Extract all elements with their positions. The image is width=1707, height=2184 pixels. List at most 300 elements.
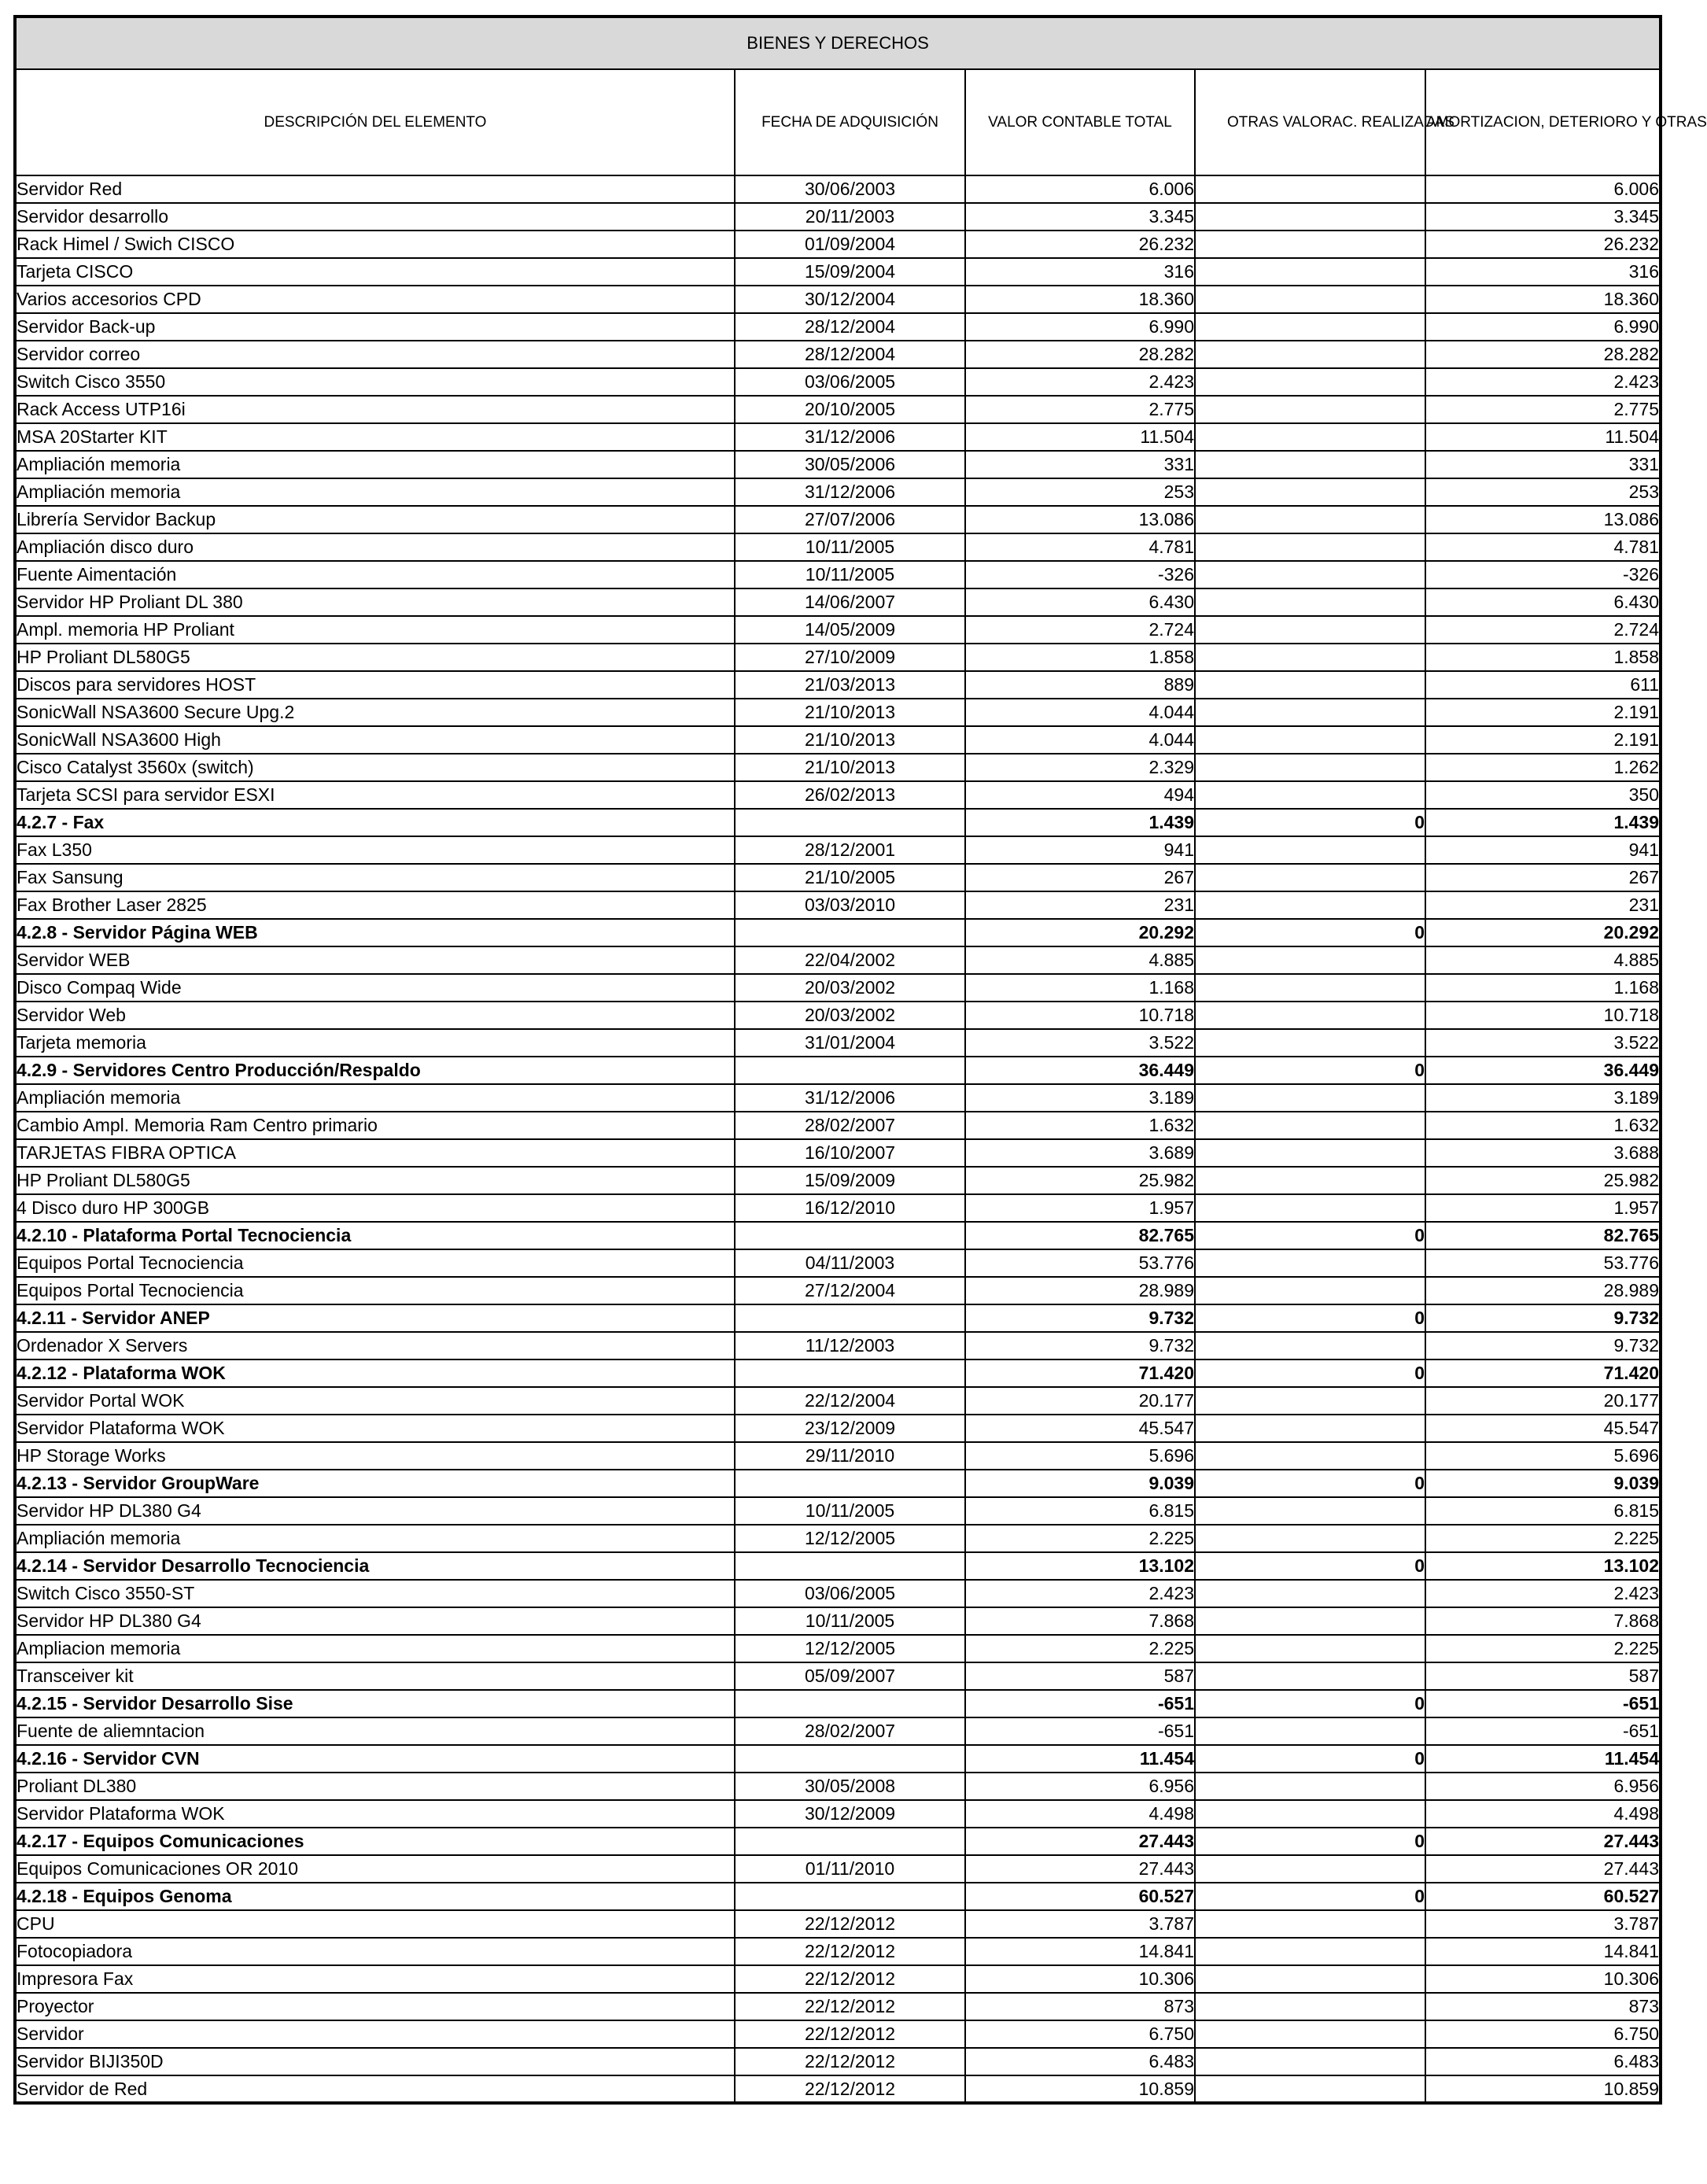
description-cell: Transceiver kit bbox=[15, 1662, 735, 1690]
assets-table bbox=[13, 15, 1707, 2105]
group-row bbox=[15, 1222, 1661, 1249]
date-cell bbox=[735, 1359, 965, 1387]
description-cell: Cisco Catalyst 3560x (switch) bbox=[15, 754, 735, 781]
other-valuations-cell bbox=[1195, 2048, 1425, 2075]
value-cell: 6.990 bbox=[965, 313, 1195, 341]
date-cell: 22/12/2012 bbox=[735, 1965, 965, 1993]
value-cell: 2.775 bbox=[965, 396, 1195, 423]
value-cell: -651 bbox=[965, 1717, 1195, 1745]
amortization-cell: 26.232 bbox=[1425, 231, 1661, 258]
date-cell bbox=[735, 1828, 965, 1855]
group-row bbox=[15, 919, 1661, 946]
value-cell: 889 bbox=[965, 671, 1195, 699]
amortization-cell: 20.177 bbox=[1425, 1387, 1661, 1415]
description-cell: Servidor Portal WOK bbox=[15, 1387, 735, 1415]
date-cell: 01/11/2010 bbox=[735, 1855, 965, 1883]
date-cell: 22/12/2012 bbox=[735, 2020, 965, 2048]
amortization-cell: 28.282 bbox=[1425, 341, 1661, 368]
value-cell: 36.449 bbox=[965, 1057, 1195, 1084]
value-cell: 28.282 bbox=[965, 341, 1195, 368]
column-header-amortizacion: AMORTIZACION, DETERIORO Y OTRAS bbox=[1425, 69, 1661, 175]
value-cell: 2.225 bbox=[965, 1635, 1195, 1662]
date-cell: 12/12/2005 bbox=[735, 1525, 965, 1552]
other-valuations-cell: 0 bbox=[1195, 1470, 1425, 1497]
value-cell: 2.423 bbox=[965, 1580, 1195, 1607]
value-cell: 3.345 bbox=[965, 203, 1195, 231]
group-row bbox=[15, 1552, 1661, 1580]
other-valuations-cell bbox=[1195, 1580, 1425, 1607]
table-row bbox=[15, 368, 1661, 396]
table-row bbox=[15, 946, 1661, 974]
date-cell: 27/10/2009 bbox=[735, 644, 965, 671]
value-cell: 18.360 bbox=[965, 286, 1195, 313]
amortization-cell: 28.989 bbox=[1425, 1277, 1661, 1304]
other-valuations-cell bbox=[1195, 1194, 1425, 1222]
table-row bbox=[15, 1910, 1661, 1938]
value-cell: 9.732 bbox=[965, 1304, 1195, 1332]
amortization-cell: 11.504 bbox=[1425, 423, 1661, 451]
date-cell: 30/12/2004 bbox=[735, 286, 965, 313]
amortization-cell: 1.168 bbox=[1425, 974, 1661, 1002]
date-cell bbox=[735, 1222, 965, 1249]
date-cell: 21/10/2013 bbox=[735, 754, 965, 781]
other-valuations-cell bbox=[1195, 974, 1425, 1002]
amortization-cell: 18.360 bbox=[1425, 286, 1661, 313]
amortization-cell: 316 bbox=[1425, 258, 1661, 286]
amortization-cell: 1.858 bbox=[1425, 644, 1661, 671]
amortization-cell: 2.191 bbox=[1425, 699, 1661, 726]
table-row bbox=[15, 644, 1661, 671]
date-cell: 30/12/2009 bbox=[735, 1800, 965, 1828]
description-cell: 4.2.11 - Servidor ANEP bbox=[15, 1304, 735, 1332]
description-cell: SonicWall NSA3600 High bbox=[15, 726, 735, 754]
other-valuations-cell: 0 bbox=[1195, 809, 1425, 836]
other-valuations-cell bbox=[1195, 1525, 1425, 1552]
date-cell: 12/12/2005 bbox=[735, 1635, 965, 1662]
description-cell: MSA 20Starter KIT bbox=[15, 423, 735, 451]
value-cell: 3.787 bbox=[965, 1910, 1195, 1938]
table-row bbox=[15, 423, 1661, 451]
table-row bbox=[15, 231, 1661, 258]
other-valuations-cell bbox=[1195, 1635, 1425, 1662]
date-cell: 15/09/2009 bbox=[735, 1167, 965, 1194]
amortization-cell: 36.449 bbox=[1425, 1057, 1661, 1084]
date-cell bbox=[735, 1304, 965, 1332]
date-cell: 01/09/2004 bbox=[735, 231, 965, 258]
value-cell: 9.732 bbox=[965, 1332, 1195, 1359]
table-row bbox=[15, 588, 1661, 616]
date-cell: 28/12/2001 bbox=[735, 836, 965, 864]
description-cell: 4.2.12 - Plataforma WOK bbox=[15, 1359, 735, 1387]
table-row bbox=[15, 671, 1661, 699]
table-row bbox=[15, 1717, 1661, 1745]
date-cell bbox=[735, 1690, 965, 1717]
value-cell: 3.689 bbox=[965, 1139, 1195, 1167]
value-cell: 11.504 bbox=[965, 423, 1195, 451]
date-cell: 22/12/2012 bbox=[735, 1993, 965, 2020]
amortization-cell: 2.225 bbox=[1425, 1525, 1661, 1552]
table-row bbox=[15, 891, 1661, 919]
description-cell: Servidor Plataforma WOK bbox=[15, 1800, 735, 1828]
table-row bbox=[15, 313, 1661, 341]
value-cell: 6.006 bbox=[965, 175, 1195, 203]
description-cell: Tarjeta SCSI para servidor ESXI bbox=[15, 781, 735, 809]
other-valuations-cell bbox=[1195, 1277, 1425, 1304]
group-row bbox=[15, 1745, 1661, 1773]
value-cell: 6.430 bbox=[965, 588, 1195, 616]
description-cell: Fotocopiadora bbox=[15, 1938, 735, 1965]
table-body bbox=[15, 175, 1661, 2103]
other-valuations-cell bbox=[1195, 836, 1425, 864]
other-valuations-cell bbox=[1195, 1993, 1425, 2020]
description-cell: Servidor bbox=[15, 2020, 735, 2048]
other-valuations-cell bbox=[1195, 699, 1425, 726]
table-row bbox=[15, 396, 1661, 423]
other-valuations-cell bbox=[1195, 1717, 1425, 1745]
value-cell: 13.102 bbox=[965, 1552, 1195, 1580]
table-row bbox=[15, 1139, 1661, 1167]
other-valuations-cell bbox=[1195, 396, 1425, 423]
date-cell: 03/06/2005 bbox=[735, 1580, 965, 1607]
other-valuations-cell bbox=[1195, 1965, 1425, 1993]
amortization-cell: 4.781 bbox=[1425, 533, 1661, 561]
description-cell: Varios accesorios CPD bbox=[15, 286, 735, 313]
amortization-cell: 2.724 bbox=[1425, 616, 1661, 644]
other-valuations-cell bbox=[1195, 891, 1425, 919]
other-valuations-cell bbox=[1195, 946, 1425, 974]
value-cell: 45.547 bbox=[965, 1415, 1195, 1442]
value-cell: 6.750 bbox=[965, 2020, 1195, 2048]
date-cell: 15/09/2004 bbox=[735, 258, 965, 286]
description-cell: Servidor Web bbox=[15, 1002, 735, 1029]
description-cell: Ampliación memoria bbox=[15, 478, 735, 506]
other-valuations-cell: 0 bbox=[1195, 1883, 1425, 1910]
other-valuations-cell bbox=[1195, 1112, 1425, 1139]
amortization-cell: 873 bbox=[1425, 1993, 1661, 2020]
date-cell bbox=[735, 1745, 965, 1773]
group-row bbox=[15, 1057, 1661, 1084]
amortization-cell: 6.006 bbox=[1425, 175, 1661, 203]
value-cell: 60.527 bbox=[965, 1883, 1195, 1910]
amortization-cell: 3.345 bbox=[1425, 203, 1661, 231]
amortization-cell: 267 bbox=[1425, 864, 1661, 891]
value-cell: 4.044 bbox=[965, 699, 1195, 726]
date-cell: 28/02/2007 bbox=[735, 1717, 965, 1745]
other-valuations-cell bbox=[1195, 451, 1425, 478]
amortization-cell: 27.443 bbox=[1425, 1828, 1661, 1855]
other-valuations-cell bbox=[1195, 561, 1425, 588]
value-cell: 3.189 bbox=[965, 1084, 1195, 1112]
table-row bbox=[15, 699, 1661, 726]
date-cell: 22/12/2012 bbox=[735, 1910, 965, 1938]
date-cell: 26/02/2013 bbox=[735, 781, 965, 809]
description-cell: Servidor BIJI350D bbox=[15, 2048, 735, 2075]
other-valuations-cell bbox=[1195, 1910, 1425, 1938]
description-cell: SonicWall NSA3600 Secure Upg.2 bbox=[15, 699, 735, 726]
value-cell: 873 bbox=[965, 1993, 1195, 2020]
value-cell: -651 bbox=[965, 1690, 1195, 1717]
table-row bbox=[15, 1635, 1661, 1662]
other-valuations-cell bbox=[1195, 588, 1425, 616]
group-row bbox=[15, 809, 1661, 836]
date-cell bbox=[735, 1552, 965, 1580]
value-cell: -326 bbox=[965, 561, 1195, 588]
table-row bbox=[15, 1580, 1661, 1607]
description-cell: 4.2.9 - Servidores Centro Producción/Respaldo bbox=[15, 1057, 735, 1084]
amortization-cell: 9.039 bbox=[1425, 1470, 1661, 1497]
amortization-cell: 2.191 bbox=[1425, 726, 1661, 754]
table-row bbox=[15, 1084, 1661, 1112]
amortization-cell: 9.732 bbox=[1425, 1332, 1661, 1359]
date-cell: 20/03/2002 bbox=[735, 974, 965, 1002]
other-valuations-cell: 0 bbox=[1195, 1745, 1425, 1773]
date-cell: 31/12/2006 bbox=[735, 423, 965, 451]
column-header-valor: VALOR CONTABLE TOTAL bbox=[965, 69, 1195, 175]
other-valuations-cell: 0 bbox=[1195, 1552, 1425, 1580]
value-cell: 20.292 bbox=[965, 919, 1195, 946]
amortization-cell: -651 bbox=[1425, 1717, 1661, 1745]
other-valuations-cell bbox=[1195, 781, 1425, 809]
amortization-cell: 3.688 bbox=[1425, 1139, 1661, 1167]
other-valuations-cell bbox=[1195, 1442, 1425, 1470]
date-cell: 21/10/2005 bbox=[735, 864, 965, 891]
date-cell: 20/03/2002 bbox=[735, 1002, 965, 1029]
date-cell: 20/10/2005 bbox=[735, 396, 965, 423]
amortization-cell: 53.776 bbox=[1425, 1249, 1661, 1277]
amortization-cell: 3.787 bbox=[1425, 1910, 1661, 1938]
description-cell: Ampliación disco duro bbox=[15, 533, 735, 561]
other-valuations-cell bbox=[1195, 2020, 1425, 2048]
amortization-cell: 27.443 bbox=[1425, 1855, 1661, 1883]
date-cell: 22/12/2004 bbox=[735, 1387, 965, 1415]
description-cell: Librería Servidor Backup bbox=[15, 506, 735, 533]
other-valuations-cell bbox=[1195, 1607, 1425, 1635]
other-valuations-cell bbox=[1195, 341, 1425, 368]
table-row bbox=[15, 1497, 1661, 1525]
other-valuations-cell bbox=[1195, 1002, 1425, 1029]
value-cell: 587 bbox=[965, 1662, 1195, 1690]
value-cell: 4.044 bbox=[965, 726, 1195, 754]
amortization-cell: 941 bbox=[1425, 836, 1661, 864]
amortization-cell: 3.189 bbox=[1425, 1084, 1661, 1112]
description-cell: 4.2.7 - Fax bbox=[15, 809, 735, 836]
table-row bbox=[15, 1993, 1661, 2020]
other-valuations-cell bbox=[1195, 533, 1425, 561]
other-valuations-cell bbox=[1195, 1800, 1425, 1828]
date-cell: 31/01/2004 bbox=[735, 1029, 965, 1057]
amortization-cell: 10.718 bbox=[1425, 1002, 1661, 1029]
date-cell: 29/11/2010 bbox=[735, 1442, 965, 1470]
value-cell: 82.765 bbox=[965, 1222, 1195, 1249]
value-cell: 25.982 bbox=[965, 1167, 1195, 1194]
table-row bbox=[15, 478, 1661, 506]
group-row bbox=[15, 1690, 1661, 1717]
description-cell: HP Proliant DL580G5 bbox=[15, 1167, 735, 1194]
table-row bbox=[15, 1855, 1661, 1883]
amortization-cell: 60.527 bbox=[1425, 1883, 1661, 1910]
table-row bbox=[15, 451, 1661, 478]
value-cell: 13.086 bbox=[965, 506, 1195, 533]
date-cell: 22/12/2012 bbox=[735, 1938, 965, 1965]
group-row bbox=[15, 1359, 1661, 1387]
date-cell: 14/06/2007 bbox=[735, 588, 965, 616]
group-row bbox=[15, 1304, 1661, 1332]
amortization-cell: 13.086 bbox=[1425, 506, 1661, 533]
other-valuations-cell bbox=[1195, 1332, 1425, 1359]
description-cell: Disco Compaq Wide bbox=[15, 974, 735, 1002]
other-valuations-cell bbox=[1195, 1167, 1425, 1194]
amortization-cell: 231 bbox=[1425, 891, 1661, 919]
other-valuations-cell bbox=[1195, 1773, 1425, 1800]
amortization-cell: 6.430 bbox=[1425, 588, 1661, 616]
value-cell: 71.420 bbox=[965, 1359, 1195, 1387]
date-cell bbox=[735, 809, 965, 836]
description-cell: Impresora Fax bbox=[15, 1965, 735, 1993]
value-cell: 6.815 bbox=[965, 1497, 1195, 1525]
amortization-cell: 587 bbox=[1425, 1662, 1661, 1690]
value-cell: 1.439 bbox=[965, 809, 1195, 836]
column-header-fecha: FECHA DE ADQUISICIÓN bbox=[735, 69, 965, 175]
table-title: BIENES Y DERECHOS bbox=[15, 17, 1661, 69]
description-cell: Proliant DL380 bbox=[15, 1773, 735, 1800]
other-valuations-cell bbox=[1195, 1497, 1425, 1525]
date-cell: 28/12/2004 bbox=[735, 341, 965, 368]
amortization-cell: -651 bbox=[1425, 1690, 1661, 1717]
amortization-cell: 7.868 bbox=[1425, 1607, 1661, 1635]
description-cell: Ampliacion memoria bbox=[15, 1635, 735, 1662]
date-cell: 03/03/2010 bbox=[735, 891, 965, 919]
value-cell: 331 bbox=[965, 451, 1195, 478]
value-cell: 53.776 bbox=[965, 1249, 1195, 1277]
other-valuations-cell bbox=[1195, 368, 1425, 396]
description-cell: Fuente de aliemntacion bbox=[15, 1717, 735, 1745]
amortization-cell: 25.982 bbox=[1425, 1167, 1661, 1194]
description-cell: Servidor de Red bbox=[15, 2075, 735, 2103]
other-valuations-cell: 0 bbox=[1195, 919, 1425, 946]
other-valuations-cell bbox=[1195, 671, 1425, 699]
amortization-cell: 1.439 bbox=[1425, 809, 1661, 836]
value-cell: 10.306 bbox=[965, 1965, 1195, 1993]
amortization-cell: 2.775 bbox=[1425, 396, 1661, 423]
date-cell: 16/10/2007 bbox=[735, 1139, 965, 1167]
date-cell: 14/05/2009 bbox=[735, 616, 965, 644]
group-row bbox=[15, 1828, 1661, 1855]
description-cell: TARJETAS FIBRA OPTICA bbox=[15, 1139, 735, 1167]
amortization-cell: 6.815 bbox=[1425, 1497, 1661, 1525]
description-cell: Rack Access UTP16i bbox=[15, 396, 735, 423]
value-cell: 1.168 bbox=[965, 974, 1195, 1002]
value-cell: 4.781 bbox=[965, 533, 1195, 561]
date-cell bbox=[735, 1057, 965, 1084]
date-cell: 10/11/2005 bbox=[735, 1497, 965, 1525]
amortization-cell: 6.483 bbox=[1425, 2048, 1661, 2075]
amortization-cell: 5.696 bbox=[1425, 1442, 1661, 1470]
description-cell: Equipos Comunicaciones OR 2010 bbox=[15, 1855, 735, 1883]
amortization-cell: 10.306 bbox=[1425, 1965, 1661, 1993]
group-row bbox=[15, 1470, 1661, 1497]
table-row bbox=[15, 2075, 1661, 2103]
date-cell: 21/10/2013 bbox=[735, 699, 965, 726]
table-row bbox=[15, 1662, 1661, 1690]
other-valuations-cell bbox=[1195, 231, 1425, 258]
amortization-cell: 1.262 bbox=[1425, 754, 1661, 781]
other-valuations-cell bbox=[1195, 1029, 1425, 1057]
value-cell: 231 bbox=[965, 891, 1195, 919]
value-cell: 10.859 bbox=[965, 2075, 1195, 2103]
table-row bbox=[15, 203, 1661, 231]
date-cell: 05/09/2007 bbox=[735, 1662, 965, 1690]
table-row bbox=[15, 1277, 1661, 1304]
amortization-cell: 6.750 bbox=[1425, 2020, 1661, 2048]
other-valuations-cell bbox=[1195, 286, 1425, 313]
amortization-cell: 45.547 bbox=[1425, 1415, 1661, 1442]
table-row bbox=[15, 974, 1661, 1002]
other-valuations-cell bbox=[1195, 1415, 1425, 1442]
date-cell: 30/05/2008 bbox=[735, 1773, 965, 1800]
amortization-cell: -326 bbox=[1425, 561, 1661, 588]
date-cell: 23/12/2009 bbox=[735, 1415, 965, 1442]
other-valuations-cell bbox=[1195, 616, 1425, 644]
table-row bbox=[15, 1442, 1661, 1470]
value-cell: 3.522 bbox=[965, 1029, 1195, 1057]
amortization-cell: 6.990 bbox=[1425, 313, 1661, 341]
description-cell: Fax Sansung bbox=[15, 864, 735, 891]
amortization-cell: 71.420 bbox=[1425, 1359, 1661, 1387]
table-row bbox=[15, 1800, 1661, 1828]
description-cell: Servidor HP DL380 G4 bbox=[15, 1497, 735, 1525]
value-cell: 1.632 bbox=[965, 1112, 1195, 1139]
other-valuations-cell bbox=[1195, 423, 1425, 451]
value-cell: 2.423 bbox=[965, 368, 1195, 396]
amortization-cell: 3.522 bbox=[1425, 1029, 1661, 1057]
description-cell: 4.2.8 - Servidor Página WEB bbox=[15, 919, 735, 946]
amortization-cell: 2.423 bbox=[1425, 1580, 1661, 1607]
value-cell: 14.841 bbox=[965, 1938, 1195, 1965]
table-row bbox=[15, 1387, 1661, 1415]
group-row bbox=[15, 1883, 1661, 1910]
date-cell bbox=[735, 1470, 965, 1497]
value-cell: 7.868 bbox=[965, 1607, 1195, 1635]
other-valuations-cell: 0 bbox=[1195, 1359, 1425, 1387]
other-valuations-cell bbox=[1195, 258, 1425, 286]
table-row bbox=[15, 1525, 1661, 1552]
value-cell: 11.454 bbox=[965, 1745, 1195, 1773]
value-cell: 267 bbox=[965, 864, 1195, 891]
value-cell: 253 bbox=[965, 478, 1195, 506]
description-cell: Proyector bbox=[15, 1993, 735, 2020]
description-cell: CPU bbox=[15, 1910, 735, 1938]
date-cell: 27/07/2006 bbox=[735, 506, 965, 533]
other-valuations-cell: 0 bbox=[1195, 1690, 1425, 1717]
description-cell: Fax Brother Laser 2825 bbox=[15, 891, 735, 919]
description-cell: Servidor HP Proliant DL 380 bbox=[15, 588, 735, 616]
other-valuations-cell bbox=[1195, 478, 1425, 506]
value-cell: 1.858 bbox=[965, 644, 1195, 671]
description-cell: Equipos Portal Tecnociencia bbox=[15, 1249, 735, 1277]
other-valuations-cell bbox=[1195, 644, 1425, 671]
date-cell: 20/11/2003 bbox=[735, 203, 965, 231]
amortization-cell: 14.841 bbox=[1425, 1938, 1661, 1965]
amortization-cell: 1.632 bbox=[1425, 1112, 1661, 1139]
date-cell: 04/11/2003 bbox=[735, 1249, 965, 1277]
table-row bbox=[15, 1332, 1661, 1359]
table-row bbox=[15, 1773, 1661, 1800]
amortization-cell: 4.885 bbox=[1425, 946, 1661, 974]
description-cell: 4.2.18 - Equipos Genoma bbox=[15, 1883, 735, 1910]
description-cell: Switch Cisco 3550-ST bbox=[15, 1580, 735, 1607]
description-cell: Servidor Plataforma WOK bbox=[15, 1415, 735, 1442]
table-row bbox=[15, 286, 1661, 313]
